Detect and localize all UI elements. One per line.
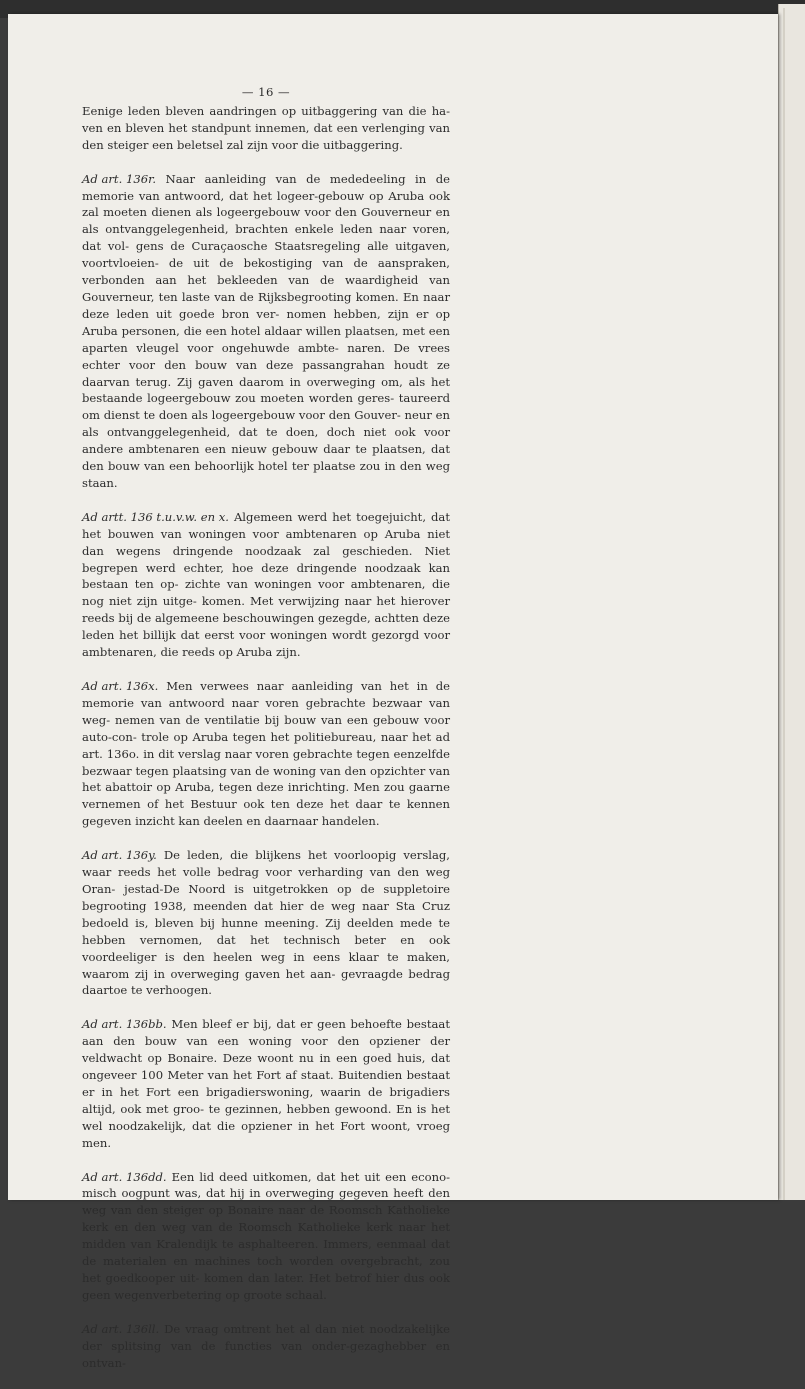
article-reference: Ad art. 136bb. <box>82 1017 167 1032</box>
paragraph-text: De vraag omtrent het al dan niet noodzakelijke der splitsing van de functies van onder-gezaghebber en ontvan- <box>82 1321 450 1370</box>
article-reference: Ad artt. 136 t.u.v.w. en x. <box>82 509 229 524</box>
paragraph-text: Men bleef er bij, dat er geen behoefte bestaat aan den bouw van een woning voor den opziener der veldwacht op Bonaire. Deze woont nu in een goed huis, dat ongeveer 100 Meter van het Fort af staat. Buitendien bestaat er in het Fort een brigadierswoning, waarin de brigadiers altijd, ook met groo- te gezinnen, hebben gewoond. En is het wel noodzakelijk, dat die opziener in het Fort woont, vroeg men. <box>82 1017 451 1150</box>
paragraph-text: De leden, die blijkens het voorloopig verslag, waar reeds het volle bedrag voor verharding van den weg Oran- jestad-De Noord is uitgetrokken op de suppletoire begrooting 1938, meenden dat hier de weg naar Sta Cruz bedoeld is, bleven bij hunne meening. Zij deelden mede te hebben vernomen, dat het technisch beter en ook voordeeliger is den heelen weg in eens klaar te maken, waarom zij in overweging gaven het aan- gevraagde bedrag daartoe te verhoogen. <box>82 848 450 998</box>
adjacent-page-fold <box>783 8 785 1200</box>
paragraph-text: Men verwees naar aanleiding van het in de memorie van antwoord naar voren gebrachte bezwaar van weg- nemen van de ventilatie bij bouw van een gebouw voor auto-con- trole op Aruba tegen het politiebureau, naar het ad art. 136o. in dit verslag naar voren gebrachte tegen eenzelfde bezwaar tegen plaatsing van de woning van den opzichter van het abattoir op Aruba, tegen deze inrichting. Men zou gaarne vernemen of het Bestuur ook ten deze het daar te kennen gegeven inzicht kan deelen en daarnaar handelen. <box>82 679 450 829</box>
article-reference: Ad art. 136r. <box>82 171 157 186</box>
paragraph-text: Een lid deed uitkomen, dat het uit een econo- misch oogpunt was, dat hij in overweging gegeven heeft den weg van den steiger op Bonaire naar de Roomsch Katholieke kerk en den weg van de Roomsch Katholieke kerk naar het midden van Kralendijk te asphalteeren. Immers, eenmaal dat de materialen en machines toch worden overgebracht, zou het goedkooper uit- komen dan later. Het betrof hier dus ook geen wegenverbetering op groote schaal. <box>82 1169 450 1302</box>
paragraph-text: Eenige leden bleven aandringen op uitbaggering van die ha- ven en bleven het standpunt innemen, dat een verlenging van den steiger een beletsel zal zijn voor die uitbaggering. <box>82 103 450 152</box>
article-reference: Ad art. 136dd. <box>82 1169 167 1184</box>
paragraph-ad-art-136bb <box>82 1016 450 1151</box>
paragraph-ad-art-136ll <box>82 1321 450 1372</box>
paragraph-1 <box>82 103 450 154</box>
paragraph-ad-art-136r <box>82 171 450 492</box>
paragraph-ad-art-136dd <box>82 1169 450 1304</box>
article-reference: Ad art. 136y. <box>82 848 157 863</box>
page-content <box>82 84 450 1389</box>
page-number: — 16 — <box>241 85 291 99</box>
article-reference: Ad art. 136ll. <box>82 1321 160 1336</box>
article-reference: Ad art. 136x. <box>82 679 159 693</box>
paragraph-ad-artt-136-tuvw <box>82 509 450 661</box>
paragraph-text: Naar aanleiding van de mededeeling in de memorie van antwoord, dat het logeer-gebouw op Aruba ook zal moeten dienen als logeergebouw voor den Gouverneur en als ontvanggelegenheid, brachten enkele leden naar voren, dat vol- gens de Curaçaosche Staatsregeling alle uitgaven, voortvloeien- de uit de bekostiging van de aanspraken, verbonden aan het bekleeden van de waardigheid van Gouverneur, ten laste van de Rijksbegrooting komen. En naar deze leden uit goede bron ver- nomen hebben, zijn er op Aruba personen, die een hotel aldaar willen plaatsen, met een aparten vleugel voor ongehuwde ambte- naren. De vrees echter voor den bouw van deze passangrahan houdt ze daarvan terug. Zij gaven daarom in overweging om, als het bestaande logeergebouw zou moeten worden geres- taureerd om dienst te doen als logeergebouw voor den Gouver- neur en als ontvanggelegenheid, dat te doen, doch niet ook voor andere ambtenaren een nieuw gebouw daar te plaatsen, dat den bouw van een behoorlijk hotel ter plaatse zou in den weg staan. <box>82 171 450 490</box>
paragraph-text: Algemeen werd het toegejuicht, dat het bouwen van woningen voor ambtenaren op Aruba niet dan wegens dringende noodzaak zal geschieden. Niet begrepen werd echter, hoe deze dringende noodzaak kan bestaan ten op- zichte van woningen voor ambtenaren, die nog niet zijn uitge- komen. Met verwijzing naar het hierover reeds bij de algemeene beschouwingen gezegde, achtten deze leden het billijk dat eerst voor woningen wordt gezorgd voor ambtenaren, die reeds op Aruba zijn. <box>82 509 450 660</box>
paragraph-ad-art-136y <box>82 847 450 999</box>
paragraph-ad-art-136x <box>82 678 450 830</box>
